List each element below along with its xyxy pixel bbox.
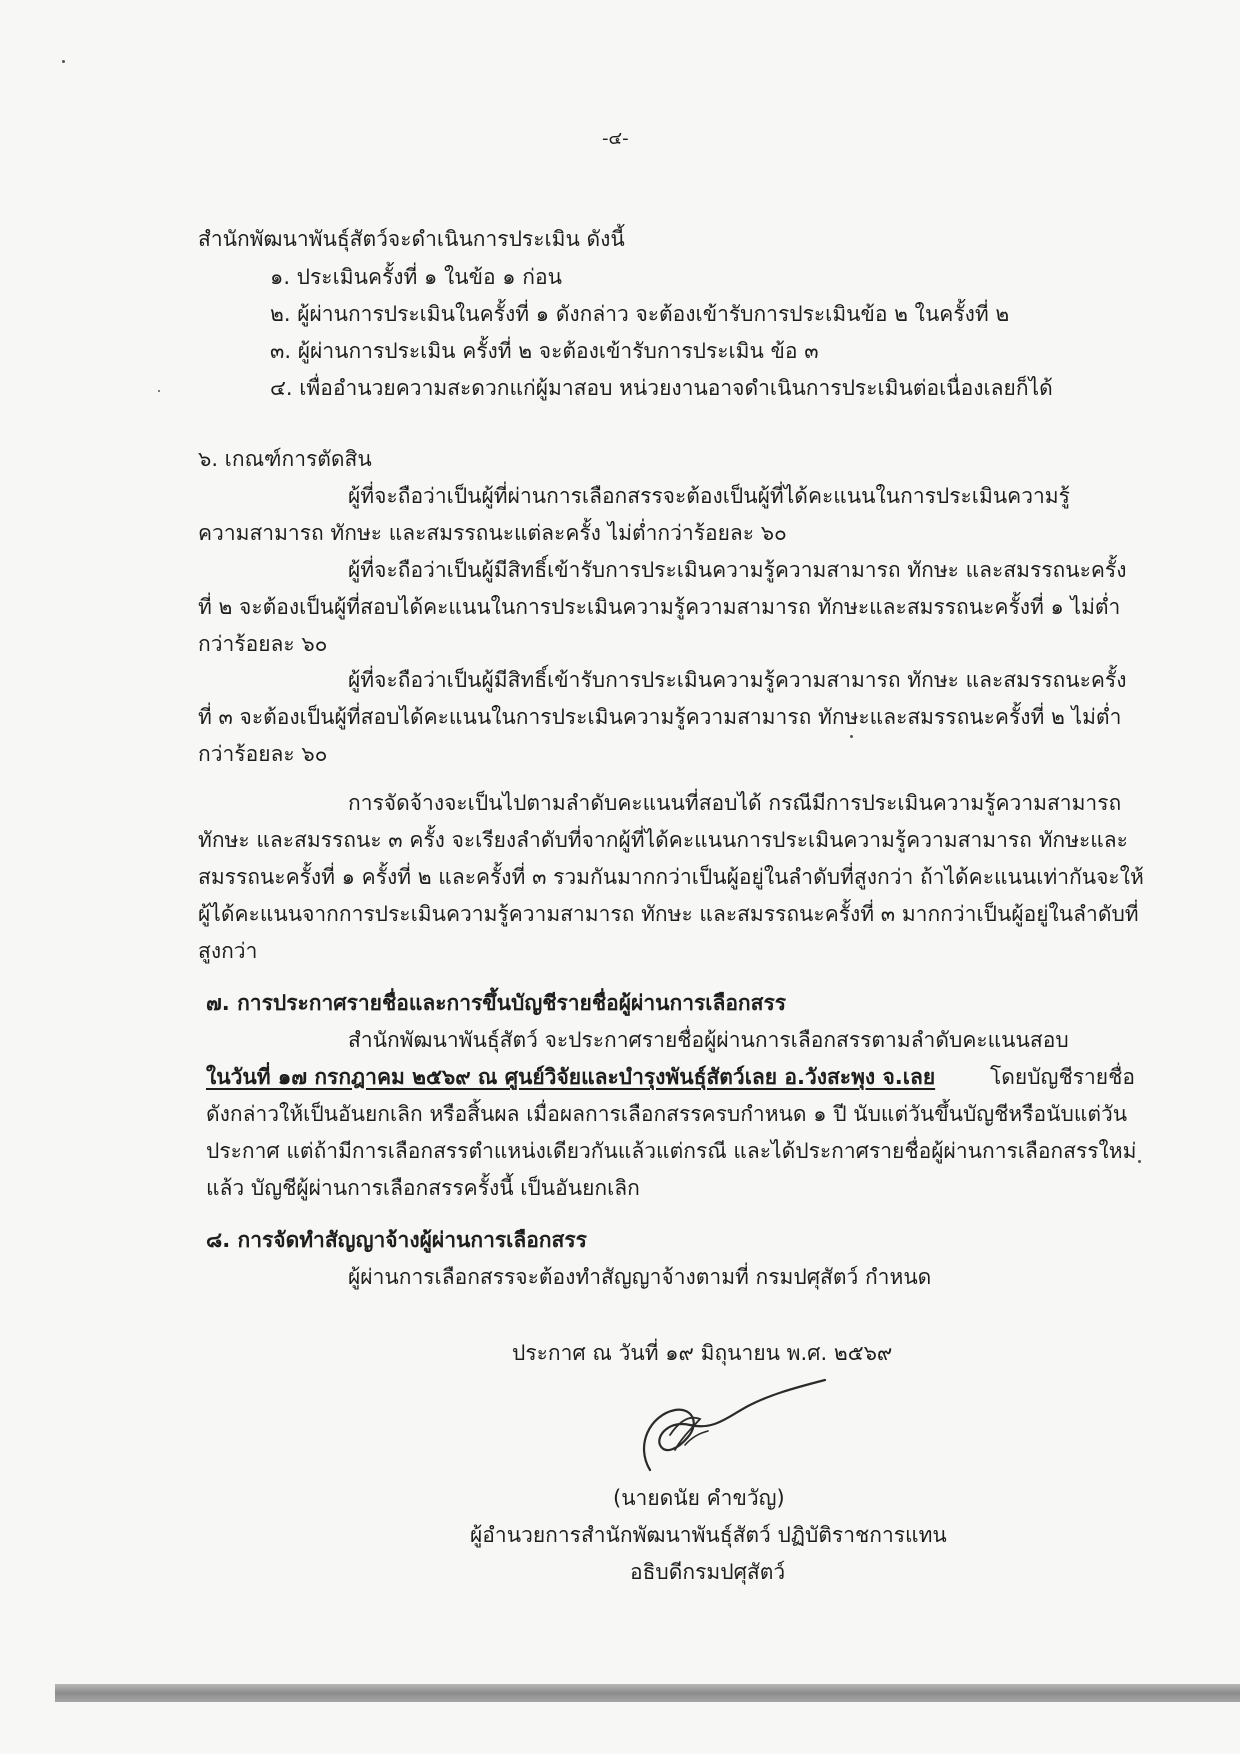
scan-speck [1138, 1160, 1141, 1163]
section-7-line: ดังกล่าวให้เป็นอันยกเลิก หรือสิ้นผล เมื่อผลการเลือกสรรครบกำหนด ๑ ปี นับแต่วันขึ้นบัญชีหรือนับแต่วัน [206, 1102, 1128, 1126]
section-6-paragraph-line: กว่าร้อยละ ๖๐ [198, 742, 328, 766]
section-7-heading: ๗. การประกาศรายชื่อและการขึ้นบัญชีรายชื่อผู้ผ่านการเลือกสรร [206, 991, 787, 1015]
section-6-paragraph-line: ที่ ๓ จะต้องเป็นผู้ที่สอบได้คะแนนในการประเมินความรู้ความสามารถ ทักษะและสมรรถนะครั้งที่ ๒ ไม่ต่ำ [198, 705, 1122, 729]
section-7-line: โดยบัญชีรายชื่อ [990, 1065, 1135, 1089]
section-6-paragraph-line: ทักษะ และสมรรถนะ ๓ ครั้ง จะเรียงลำดับที่จากผู้ที่ได้คะแนนการประเมินความรู้ความสามารถ ทักษะและ [198, 828, 1128, 852]
section-6-paragraph-line: ผู้ที่จะถือว่าเป็นผู้มีสิทธิ์เข้ารับการประเมินความรู้ความสามารถ ทักษะ และสมรรถนะครั้ง [348, 558, 1127, 582]
signer-organization: อธิบดีกรมปศุสัตว์ [630, 1560, 786, 1584]
signer-name: (นายดนัย คำขวัญ) [613, 1486, 785, 1510]
page-number: -๔- [602, 128, 629, 149]
section-8-line: ผู้ผ่านการเลือกสรรจะต้องทำสัญญาจ้างตามที่ กรมปศุสัตว์ กำหนด [348, 1265, 932, 1289]
section-6-paragraph-line: กว่าร้อยละ ๖๐ [198, 632, 328, 656]
scan-edge-band [55, 1684, 1240, 1702]
section-7-line: สำนักพัฒนาพันธุ์สัตว์ จะประกาศรายชื่อผู้ผ่านการเลือกสรรตามลำดับคะแนนสอบ [348, 1028, 1069, 1052]
step-item: ๓. ผู้ผ่านการประเมิน ครั้งที่ ๒ จะต้องเข้ารับการประเมิน ข้อ ๓ [270, 339, 819, 363]
scan-speck [850, 735, 853, 738]
section-6-paragraph-line: ที่ ๒ จะต้องเป็นผู้ที่สอบได้คะแนนในการประเมินความรู้ความสามารถ ทักษะและสมรรถนะครั้งที่ ๑ ไม่ต่ำ [198, 595, 1121, 619]
section-6-paragraph-line: สมรรถนะครั้งที่ ๑ ครั้งที่ ๒ และครั้งที่ ๓ รวมกันมากกว่าเป็นผู้อยู่ในลำดับที่สูงกว่า ถ้าได้คะแนนเท่ากันจะให้ [198, 865, 1144, 889]
section-6-heading: ๖. เกณฑ์การตัดสิน [198, 447, 372, 471]
announcement-date: ประกาศ ณ วันที่ ๑๙ มิถุนายน พ.ศ. ๒๕๖๙ [512, 1341, 893, 1365]
signer-title: ผู้อำนวยการสำนักพัฒนาพันธุ์สัตว์ ปฏิบัติราชการแทน [470, 1523, 947, 1547]
section-7-line: ประกาศ แต่ถ้ามีการเลือกสรรตำแหน่งเดียวกันแล้วแต่กรณี และได้ประกาศรายชื่อผู้ผ่านการเลือกสรรใหม่ [206, 1139, 1137, 1163]
section-6-paragraph-line: สูงกว่า [198, 939, 258, 963]
section-6-paragraph-line: ผู้ที่จะถือว่าเป็นผู้มีสิทธิ์เข้ารับการประเมินความรู้ความสามารถ ทักษะ และสมรรถนะครั้ง [348, 668, 1127, 692]
announcement-date-venue: ในวันที่ ๑๗ กรกฎาคม ๒๕๖๙ ณ ศูนย์วิจัยและบำรุงพันธุ์สัตว์เลย อ.วังสะพุง จ.เลย [206, 1065, 936, 1089]
section-8-heading: ๘. การจัดทำสัญญาจ้างผู้ผ่านการเลือกสรร [206, 1228, 587, 1252]
step-item: ๒. ผู้ผ่านการประเมินในครั้งที่ ๑ ดังกล่าว จะต้องเข้ารับการประเมินข้อ ๒ ในครั้งที่ ๒ [270, 302, 1010, 326]
section-6-paragraph-line: การจัดจ้างจะเป็นไปตามลำดับคะแนนที่สอบได้ กรณีมีการประเมินความรู้ความสามารถ [348, 791, 1122, 815]
section-6-paragraph-line: ผู้ที่จะถือว่าเป็นผู้ที่ผ่านการเลือกสรรจะต้องเป็นผู้ที่ได้คะแนนในการประเมินความรู้ [348, 484, 1070, 508]
step-item: ๔. เพื่ออำนวยความสะดวกแก่ผู้มาสอบ หน่วยงานอาจดำเนินการประเมินต่อเนื่องเลยก็ได้ [270, 376, 1053, 400]
intro-text: สำนักพัฒนาพันธุ์สัตว์จะดำเนินการประเมิน ดังนี้ [198, 227, 625, 251]
step-item: ๑. ประเมินครั้งที่ ๑ ในข้อ ๑ ก่อน [270, 265, 562, 289]
scan-speck [158, 390, 160, 392]
section-6-paragraph-line: ความสามารถ ทักษะ และสมรรถนะแต่ละครั้ง ไม่ต่ำกว่าร้อยละ ๖๐ [198, 521, 787, 545]
signature-image [630, 1375, 830, 1485]
scan-speck [62, 60, 65, 63]
section-6-paragraph-line: ผู้ได้คะแนนจากการประเมินความรู้ความสามารถ ทักษะ และสมรรถนะครั้งที่ ๓ มากกว่าเป็นผู้อยู่ในลำดับที่ [198, 902, 1139, 926]
section-7-line: แล้ว บัญชีผู้ผ่านการเลือกสรรครั้งนี้ เป็นอันยกเลิก [206, 1176, 640, 1200]
